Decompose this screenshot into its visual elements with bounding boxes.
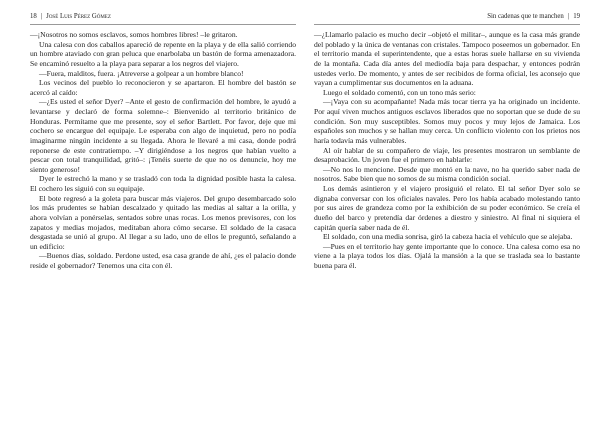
left-page-body: [30, 30, 296, 271]
paragraph: Los demás asintieron y el viajero prosiguió el relato. El tal señor Dyer solo se dignaba conversar con los oficiales navales. Pero los había acabado molestando tanto por sus aires de grandeza como por la exhibición de su poder económico. Se creía el dueño del barco y pretendía dar órdenes a diestro y siniestro. Al final ni siquiera el capitán quería saber nada de él.: [314, 184, 580, 232]
right-page-number: 19: [573, 13, 580, 20]
left-running-head-author: José Luis Pérez Gómez: [46, 13, 111, 20]
paragraph: —¿Llamarlo palacio es mucho decir –objetó el militar–, aunque es la casa más grande del poblado y la única de ventanas con cristales. Tampoco poseemos un gobernador. En el territorio manda el superintendente, que a estas horas suele hallarse en su vivienda de la montaña. Cada día antes del mediodía baja para despachar, y entonces podrán ustedes verlo. De momento, y antes de ser recibidos de forma oficial, les aconsejo que vayan a cumplimentar sus documentos en la aduana.: [314, 30, 580, 88]
right-page: [314, 0, 580, 271]
paragraph: Dyer le estrechó la mano y se trasladó con toda la dignidad posible hasta la calesa. El cochero les siguió con su equipaje.: [30, 174, 296, 193]
paragraph: Los vecinos del pueblo lo reconocieron y se apartaron. El hombre del bastón se acercó al caído:: [30, 78, 296, 97]
paragraph: Al oír hablar de su compañero de viaje, les presentes mostraron un semblante de desaprobación. Un joven fue el primero en hablarle:: [314, 145, 580, 165]
paragraph: Luego el soldado comentó, con un tono más serio:: [323, 87, 476, 97]
paragraph: —Buenos días, soldado. Perdone usted, esa casa grande de ahí, ¿es el palacio donde reside el gobernador? Tenemos una cita con él.: [30, 251, 296, 270]
paragraph: —¿Es usted el señor Dyer? –Ante el gesto de confirmación del hombre, le ayudó a levantarse y declaró de forma solemne–: Bienvenido al territorio británico de Honduras. Permítame que me presente, soy el señor Bartlett. Por favor, deje que mi cochero se encargue del equipaje. Le esperaba con algo de inquietud, pero no podía imaginarme ningún incidente a su llegada. Ahora le llevaré a mi casa, donde podrá reponerse de este contratiempo. –Y dirigiéndose a los negros que habían vuelto a pescar con total tranquilidad, gritó–: ¡Tenéis suerte de que no os denuncie, hoy me siento generoso!: [30, 97, 296, 174]
left-head-separator: |: [40, 13, 43, 20]
left-page: [30, 0, 296, 271]
left-running-head: [30, 10, 296, 25]
right-running-head-title: Sin cadenas que te manchen: [487, 13, 564, 20]
paragraph: —¡Nosotros no somos esclavos, somos hombres libres! –le gritaron.: [30, 30, 238, 39]
right-head-separator: |: [567, 13, 570, 20]
right-running-head: [314, 10, 580, 25]
paragraph: —Fuera, malditos, fuera. ¡Atreverse a golpear a un hombre blanco!: [39, 68, 244, 78]
paragraph: —No nos lo mencione. Desde que montó en la nave, no ha querido saber nada de nosotros. Sabe bien que no somos de su misma condición social.: [314, 164, 580, 184]
paragraph: El soldado, con una media sonrisa, giró la cabeza hacia el vehículo que se alejaba.: [323, 232, 573, 242]
paragraph: El bote regresó a la goleta para buscar más viajeros. Del grupo desembarcado solo los más prudentes se habían descalzado y quitado las medias al saltar a la orilla, y ahora volvían a ponérselas, sentados sobre unas rocas. Los menos previsores, con los zapatos y medias mojados, meditaban ahora cómo secarse. El soldado de la casaca desgastada se unió al grupo. Al llegar a su lado, uno de ellos le preguntó, señalando a un edificio:: [30, 193, 296, 251]
paragraph: —¡Vaya con su acompañante! Nada más tocar tierra ya ha originado un incidente. Por aquí viven muchos antiguos esclavos liberados que no soportan que se dude de su condición. Son muy susceptibles. Somos muy pocos y muy lejos de Jamaica. Los españoles son muchos y se hallan muy cerca. Un conflicto violento con los prietos nos haría todavía más vulnerables.: [314, 97, 580, 145]
paragraph: —Pues en el territorio hay gente importante que lo conoce. Una calesa como esa no viene a la playa todos los días. Ojalá la mansión a la que se traslada sea lo bastante buena para él.: [314, 241, 580, 270]
right-page-body: [314, 30, 580, 271]
paragraph: Una calesa con dos caballos apareció de repente en la playa y de ella salió corriendo un hombre ataviado con gran peluca que enarbolaba un bastón de forma amenazadora. Se encaminó resuelto a la playa para separar a los negros del viajero.: [30, 39, 296, 68]
left-page-number: 18: [30, 13, 37, 20]
